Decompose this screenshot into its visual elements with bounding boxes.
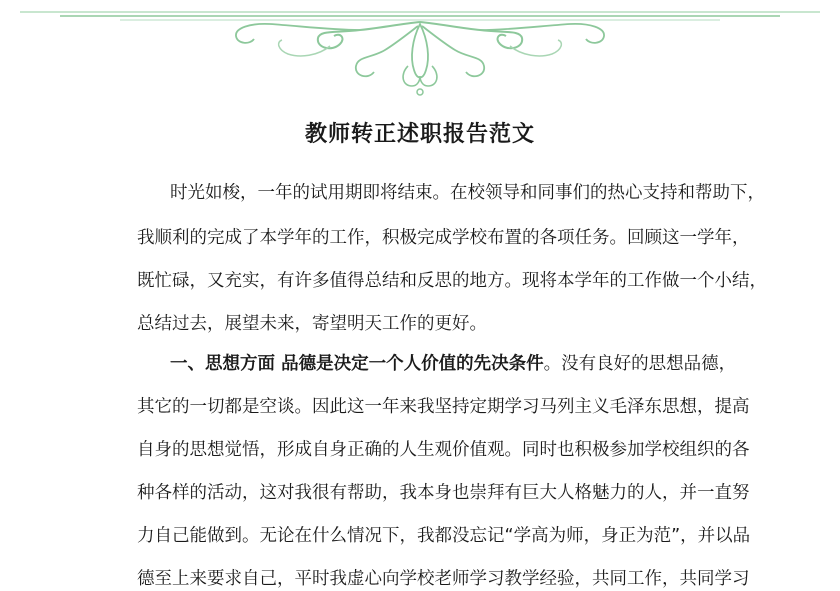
paragraph-text: 。没有良好的思想品德， — [543, 354, 737, 374]
decorative-header-ornament — [0, 0, 840, 100]
paragraph-line: 我顺利的完成了本学年的工作，积极完成学校布置的各项任务。回顾这一学年， — [137, 228, 750, 248]
section-heading: 一、思想方面 品德是决定一个人价值的先决条件 — [170, 354, 544, 374]
paragraph-line: 既忙碌，又充实，有许多值得总结和反思的地方。现将本学年的工作做一个小结， — [137, 271, 767, 291]
paragraph-line: 时光如梭，一年的试用期即将结束。在校领导和同事们的热心支持和帮助下， — [170, 183, 765, 203]
paragraph-line: 力自己能做到。无论在什么情况下，我都没忘记“学高为师，身正为范”，并以品 — [137, 526, 751, 546]
document-title: 教师转正述职报告范文 — [304, 122, 535, 147]
paragraph-line: 德至上来要求自己，平时我虚心向学校老师学习教学经验，共同工作，共同学习 — [137, 569, 750, 589]
paragraph-line: 其它的一切都是空谈。因此这一年来我坚持定期学习马列主义毛泽东思想，提高 — [137, 397, 750, 417]
paragraph-line: 总结过去，展望未来，寄望明天工作的更好。 — [137, 314, 487, 334]
paragraph-line: 种各样的活动，这对我很有帮助，我本身也崇拜有巨大人格魅力的人，并一直努 — [137, 483, 750, 503]
section-heading-line — [170, 352, 736, 376]
paragraph-line: 自身的思想觉悟，形成自身正确的人生观价值观。同时也积极参加学校组织的各 — [137, 440, 750, 460]
